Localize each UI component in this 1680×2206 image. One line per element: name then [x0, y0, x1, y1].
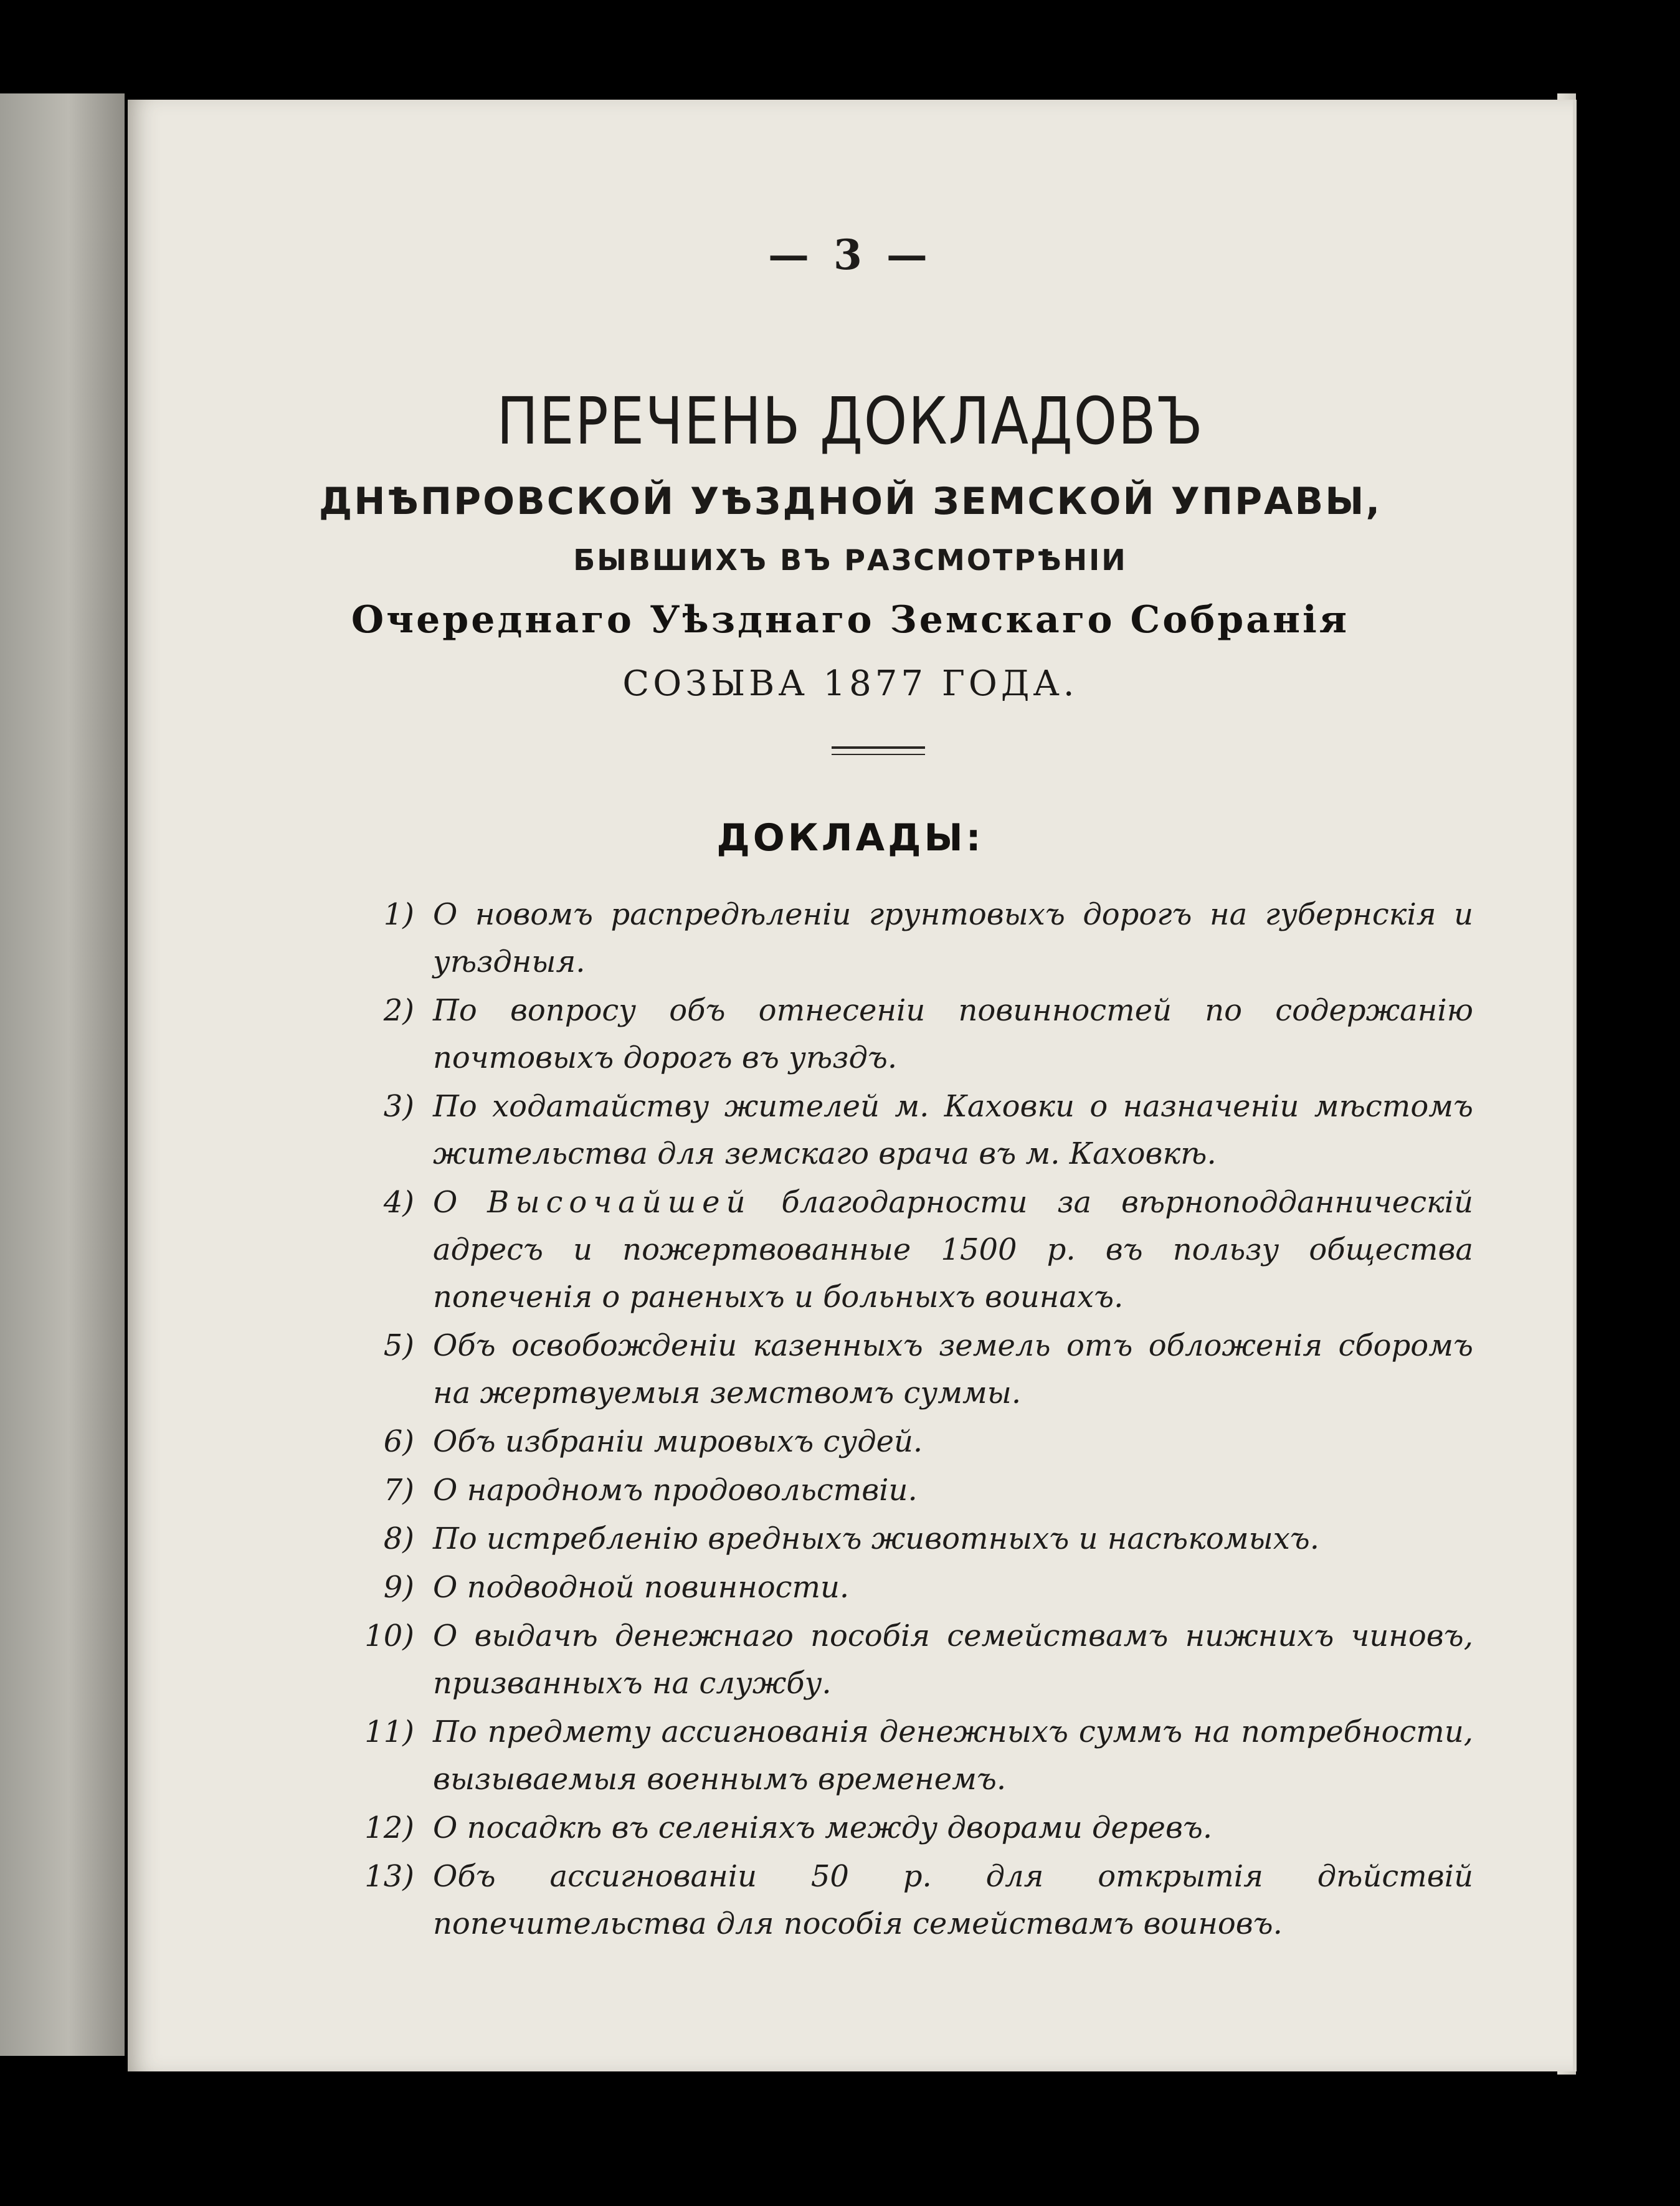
- item-text-after: благодарности за вѣрноподданническій адресъ и пожертвованные 1500 р. въ пользу общества попеченія о раненыхъ и больныхъ воинахъ.: [433, 1185, 1474, 1315]
- item-number: 11): [364, 1714, 414, 1749]
- section-heading: ДОКЛАДЫ:: [716, 816, 984, 860]
- item-number: 3): [383, 1089, 414, 1124]
- left-page-edge: [0, 93, 125, 2056]
- list-item: [364, 1853, 1473, 1947]
- item-number: 6): [383, 1424, 414, 1459]
- report-list: [364, 891, 1474, 1949]
- item-number: 5): [383, 1328, 414, 1363]
- item-text: О народномъ продовольствіи.: [433, 1473, 918, 1508]
- item-text: Объ ассигнованіи 50 р. для открытія дѣйствій попечительства для пособія семействамъ воиновъ.: [433, 1859, 1473, 1941]
- item-text: О подводной повинности.: [433, 1570, 850, 1605]
- item-number: 8): [383, 1521, 414, 1556]
- item-text-spaced: Высочайшей: [487, 1185, 752, 1220]
- list-item: [383, 987, 1473, 1082]
- list-item: [364, 1612, 1473, 1707]
- divider: [832, 754, 925, 755]
- item-text: О посадкѣ въ селеніяхъ между дворами деревъ.: [433, 1810, 1213, 1845]
- item-text: По предмету ассигнованія денежныхъ суммъ на потребности, вызываемыя военнымъ временемъ.: [433, 1714, 1473, 1797]
- item-text: О выдачѣ денежнаго пособія семействамъ нижнихъ чиновъ, призванныхъ на службу.: [433, 1619, 1473, 1701]
- item-number: 4): [383, 1185, 414, 1220]
- document-subtitle-3: Очереднаго Уѣзднаго Земскаго Собранія: [351, 598, 1350, 642]
- item-text: По вопросу объ отнесеніи повинностей по содержанію почтовыхъ дорогъ въ уѣздъ.: [433, 993, 1473, 1075]
- item-text: О новомъ распредѣленіи грунтовыхъ дорогъ на губернскія и уѣздныя.: [433, 897, 1473, 979]
- document-subtitle-1: ДНѢПРОВСКОЙ УѢЗДНОЙ ЗЕМСКОЙ УПРАВЫ,: [318, 480, 1382, 523]
- document-page: [128, 100, 1573, 2071]
- list-item: [383, 1515, 1473, 1562]
- list-item: [383, 1083, 1473, 1177]
- item-number: 10): [364, 1619, 414, 1653]
- item-number: 1): [383, 897, 414, 932]
- document-subtitle-4: СОЗЫВА 1877 ГОДА.: [622, 663, 1078, 704]
- item-number: 12): [364, 1810, 414, 1845]
- item-text: Объ освобожденіи казенныхъ земель отъ обложенія сборомъ на жертвуемыя земствомъ суммы.: [433, 1328, 1473, 1410]
- divider: [832, 746, 925, 749]
- item-text-before: О: [433, 1185, 488, 1220]
- list-item: [383, 1418, 1473, 1465]
- item-text: По истребленію вредныхъ животныхъ и насѣкомыхъ.: [433, 1521, 1320, 1556]
- list-item: [364, 1708, 1473, 1803]
- list-item: [383, 891, 1473, 986]
- item-number: 9): [383, 1570, 414, 1605]
- list-item: [383, 1467, 1473, 1514]
- list-item: [383, 1322, 1473, 1417]
- item-number: 13): [364, 1859, 414, 1894]
- list-item: [364, 1804, 1473, 1852]
- item-number: 7): [383, 1473, 414, 1508]
- item-text: По ходатайству жителей м. Каховки о назначеніи мѣстомъ жительства для земскаго врача въ м. Каховкѣ.: [433, 1089, 1473, 1171]
- document-subtitle-2: БЫВШИХЪ ВЪ РАЗСМОТРѢНІИ: [573, 543, 1127, 577]
- item-text: Объ избраніи мировыхъ судей.: [433, 1424, 923, 1459]
- list-item: [383, 1179, 1474, 1321]
- item-number: 2): [383, 993, 414, 1028]
- document-title: ПЕРЕЧЕНЬ ДОКЛАДОВЪ: [496, 383, 1204, 459]
- list-item: [383, 1564, 1473, 1611]
- page-number: — 3 —: [768, 231, 933, 279]
